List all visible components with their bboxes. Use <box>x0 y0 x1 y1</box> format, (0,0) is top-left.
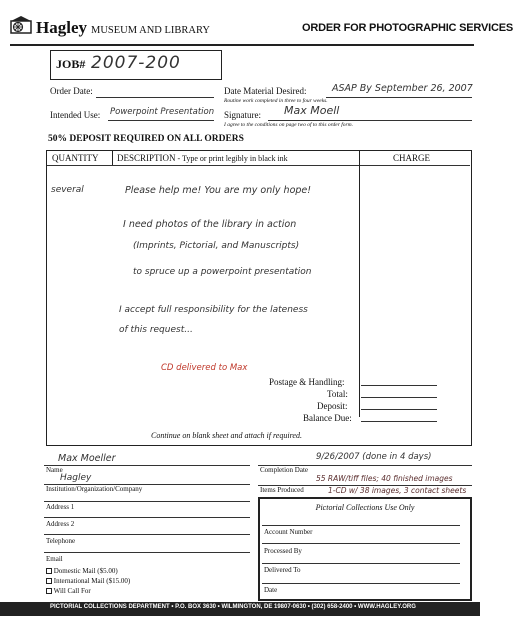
account-number-label: Account Number <box>264 528 313 536</box>
name-value: Max Moeller <box>58 453 116 464</box>
form-title: ORDER FOR PHOTOGRAPHIC SERVICES <box>302 22 513 34</box>
name-line <box>44 465 250 466</box>
mill-logo-icon <box>10 16 32 34</box>
delivered-line <box>262 563 460 564</box>
produced-line-2: 1-CD w/ 38 images, 3 contact sheets <box>328 486 467 495</box>
description-line-1: Please help me! You are my only hope! <box>125 185 312 196</box>
total-line <box>361 397 437 398</box>
continue-note: Continue on blank sheet and attach if required. <box>151 431 302 440</box>
agree-note: I agree to the conditions on page two of to this order form. <box>224 122 353 128</box>
date-desired-label: Date Material Desired: <box>224 86 307 96</box>
produced-line-1: 55 RAW/tiff files; 40 finished images <box>316 474 453 483</box>
balance-label: Balance Due: <box>303 413 352 423</box>
balance-line <box>361 421 437 422</box>
deposit-line <box>361 409 437 410</box>
col-charge: CHARGE <box>393 153 431 163</box>
header-divider <box>10 44 474 46</box>
quantity-column-divider <box>112 151 113 165</box>
telephone-underline <box>44 552 250 553</box>
signature-label: Signature: <box>224 110 261 120</box>
intended-use-line <box>108 120 214 121</box>
order-date-line <box>96 97 214 98</box>
col-description-note: - Type or print legibly in black ink <box>175 154 288 163</box>
description-line-6: of this request... <box>119 325 193 335</box>
shipping-will-call[interactable] <box>46 587 91 595</box>
footer-text: PICTORIAL COLLECTIONS DEPARTMENT • P.O. BOX 3630 • WILMINGTON, DE 19807-0630 • (302) 658-2400 • WWW.HAGLEY.ORG <box>50 604 416 610</box>
description-line-2: I need photos of the library in action <box>123 219 297 230</box>
routine-note: Routine work completed in three to four weeks. <box>224 98 328 104</box>
deposit-notice: 50% DEPOSIT REQUIRED ON ALL ORDERS <box>48 134 244 144</box>
shipping-domestic[interactable] <box>46 567 118 575</box>
address2-underline <box>44 534 250 535</box>
domestic-label: Domestic Mail ($5.00) <box>53 567 118 575</box>
completion-date-label: Completion Date <box>260 466 309 474</box>
address1-line <box>44 501 250 502</box>
signature-line <box>268 120 472 121</box>
order-date-label: Order Date: <box>50 86 93 96</box>
address2-label: Address 2 <box>46 520 75 528</box>
postage-label: Postage & Handling: <box>269 377 345 387</box>
quantity-value: several <box>51 185 84 195</box>
date-desired-value: ASAP By September 26, 2007 <box>332 83 473 94</box>
col-description-label: DESCRIPTION <box>117 153 176 163</box>
description-line-5: I accept full responsibility for the lateness <box>119 305 308 315</box>
header-bar <box>10 10 513 46</box>
institution-label: Institution/Organization/Company <box>46 485 143 493</box>
footer-bar <box>0 602 480 616</box>
account-line <box>262 525 460 526</box>
completion-date-value: 9/26/2007 (done in 4 days) <box>316 452 432 462</box>
delivered-to-label: Delivered To <box>264 566 301 574</box>
processed-by-label: Processed By <box>264 547 302 555</box>
name-label: Name <box>46 466 63 474</box>
telephone-label: Telephone <box>46 537 76 545</box>
job-number-box <box>50 50 222 80</box>
col-description <box>117 153 288 163</box>
charge-column-divider <box>359 151 360 417</box>
email-label: Email <box>46 555 63 563</box>
shipping-international[interactable] <box>46 577 130 585</box>
date-desired-line <box>326 97 472 98</box>
delivered-note: CD delivered to Max <box>161 363 248 373</box>
description-line-4: to spruce up a powerpoint presentation <box>133 267 312 277</box>
pictorial-use-box <box>258 497 472 601</box>
date-line <box>262 583 460 584</box>
museum-name-sub: MUSEUM AND LIBRARY <box>91 25 211 36</box>
will-call-label: Will Call For <box>53 587 91 595</box>
address1-label: Address 1 <box>46 503 75 511</box>
international-label: International Mail ($15.00) <box>53 577 131 585</box>
deposit-label: Deposit: <box>317 401 348 411</box>
job-label: JOB# <box>56 57 86 71</box>
table-header-divider <box>47 165 470 166</box>
pictorial-date-label: Date <box>264 586 278 594</box>
address1-underline <box>44 517 250 518</box>
description-line-3: (Imprints, Pictorial, and Manuscripts) <box>133 241 300 251</box>
museum-name <box>36 18 210 38</box>
international-checkbox[interactable] <box>46 578 52 584</box>
produced-label: Items Produced <box>260 486 304 494</box>
postage-line <box>361 385 437 386</box>
will-call-checkbox[interactable] <box>46 588 52 594</box>
pictorial-title: Pictorial Collections Use Only <box>315 503 415 512</box>
processed-line <box>262 543 460 544</box>
total-label: Total: <box>327 389 348 399</box>
intended-use-value: Powerpoint Presentation <box>110 107 215 117</box>
job-number-value: 2007-200 <box>91 53 181 73</box>
order-table <box>46 150 472 446</box>
col-quantity: QUANTITY <box>52 153 99 163</box>
domestic-checkbox[interactable] <box>46 568 52 574</box>
institution-value: Hagley <box>60 473 92 483</box>
intended-use-label: Intended Use: <box>50 110 101 120</box>
signature-value: Max Moell <box>284 104 340 117</box>
museum-name-hagley: Hagley <box>36 18 87 37</box>
